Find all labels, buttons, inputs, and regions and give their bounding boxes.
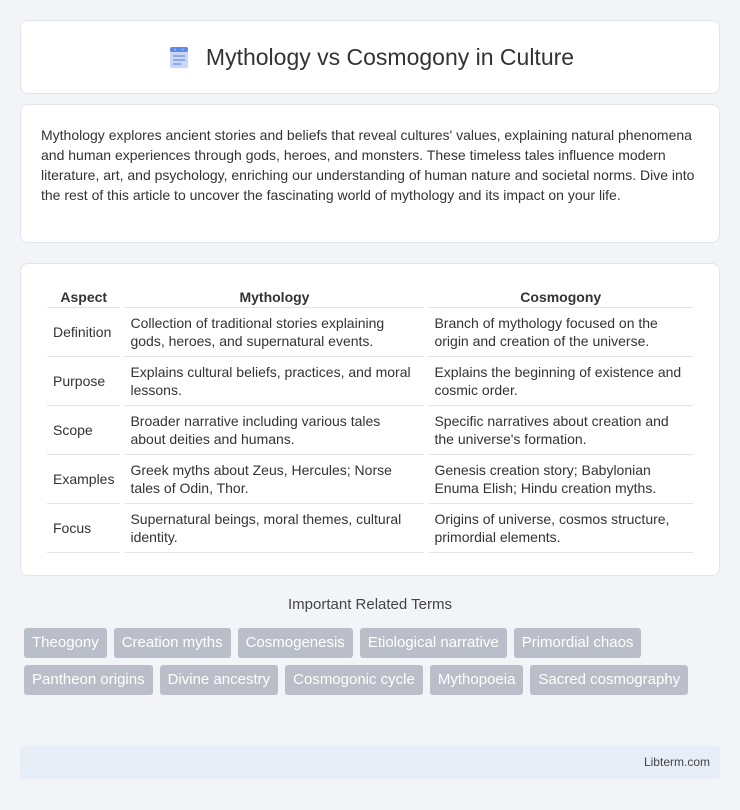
- row-cosmogony: Genesis creation story; Babylonian Enuma Elish; Hindu creation myths.: [428, 455, 693, 504]
- table-row: [47, 504, 693, 553]
- tag-divine-ancestry[interactable]: Divine ancestry: [160, 665, 279, 695]
- row-cosmogony: Origins of universe, cosmos structure, primordial elements.: [428, 504, 693, 553]
- document-icon: [166, 44, 192, 70]
- table-row: [47, 357, 693, 406]
- table-row: [47, 406, 693, 455]
- table-row: [47, 455, 693, 504]
- tag-sacred-cosmography[interactable]: Sacred cosmography: [530, 665, 688, 695]
- header-aspect: Aspect: [47, 284, 120, 308]
- row-mythology: Explains cultural beliefs, practices, and moral lessons.: [124, 357, 424, 406]
- related-terms-title: Important Related Terms: [288, 596, 452, 613]
- table-header-row: [47, 284, 693, 308]
- footer-site-link[interactable]: Libterm.com: [643, 755, 710, 769]
- tag-cosmogonic-cycle[interactable]: Cosmogonic cycle: [285, 665, 423, 695]
- comparison-table: [43, 284, 697, 553]
- row-aspect: Purpose: [47, 357, 120, 406]
- table-row: [47, 308, 693, 357]
- page-title: Mythology vs Cosmogony in Culture: [205, 43, 575, 70]
- row-aspect: Focus: [47, 504, 120, 553]
- header-cosmogony: Cosmogony: [428, 284, 693, 308]
- footer: [20, 746, 720, 779]
- row-mythology: Broader narrative including various tales about deities and humans.: [124, 406, 424, 455]
- tag-theogony[interactable]: Theogony: [24, 628, 107, 658]
- row-cosmogony: Explains the beginning of existence and cosmic order.: [428, 357, 693, 406]
- row-aspect: Examples: [47, 455, 120, 504]
- row-mythology: Supernatural beings, moral themes, cultural identity.: [124, 504, 424, 553]
- related-terms-tags: [24, 628, 704, 695]
- row-mythology: Greek myths about Zeus, Hercules; Norse tales of Odin, Thor.: [124, 455, 424, 504]
- intro-card: [20, 104, 720, 243]
- tag-creation-myths[interactable]: Creation myths: [114, 628, 231, 658]
- tag-cosmogenesis[interactable]: Cosmogenesis: [238, 628, 353, 658]
- tag-pantheon-origins[interactable]: Pantheon origins: [24, 665, 153, 695]
- comparison-table-card: [20, 263, 720, 576]
- row-cosmogony: Specific narratives about creation and the universe's formation.: [428, 406, 693, 455]
- row-aspect: Scope: [47, 406, 120, 455]
- row-aspect: Definition: [47, 308, 120, 357]
- tag-primordial-chaos[interactable]: Primordial chaos: [514, 628, 642, 658]
- row-mythology: Collection of traditional stories explaining gods, heroes, and supernatural events.: [124, 308, 424, 357]
- header-card: [20, 20, 720, 94]
- intro-text: Mythology explores ancient stories and beliefs that reveal cultures' values, explaining natural phenomena and human experiences through gods, heroes, and monsters. These timeless tales influence modern literature, art, and psychology, enriching our understanding of human nature and societal norms. Dive into the rest of this article to uncover the fascinating world of mythology and its impact on your life.: [41, 127, 695, 203]
- row-cosmogony: Branch of mythology focused on the origin and creation of the universe.: [428, 308, 693, 357]
- tag-mythopoeia[interactable]: Mythopoeia: [430, 665, 524, 695]
- tag-etiological-narrative[interactable]: Etiological narrative: [360, 628, 507, 658]
- header: [166, 44, 574, 71]
- header-mythology: Mythology: [124, 284, 424, 308]
